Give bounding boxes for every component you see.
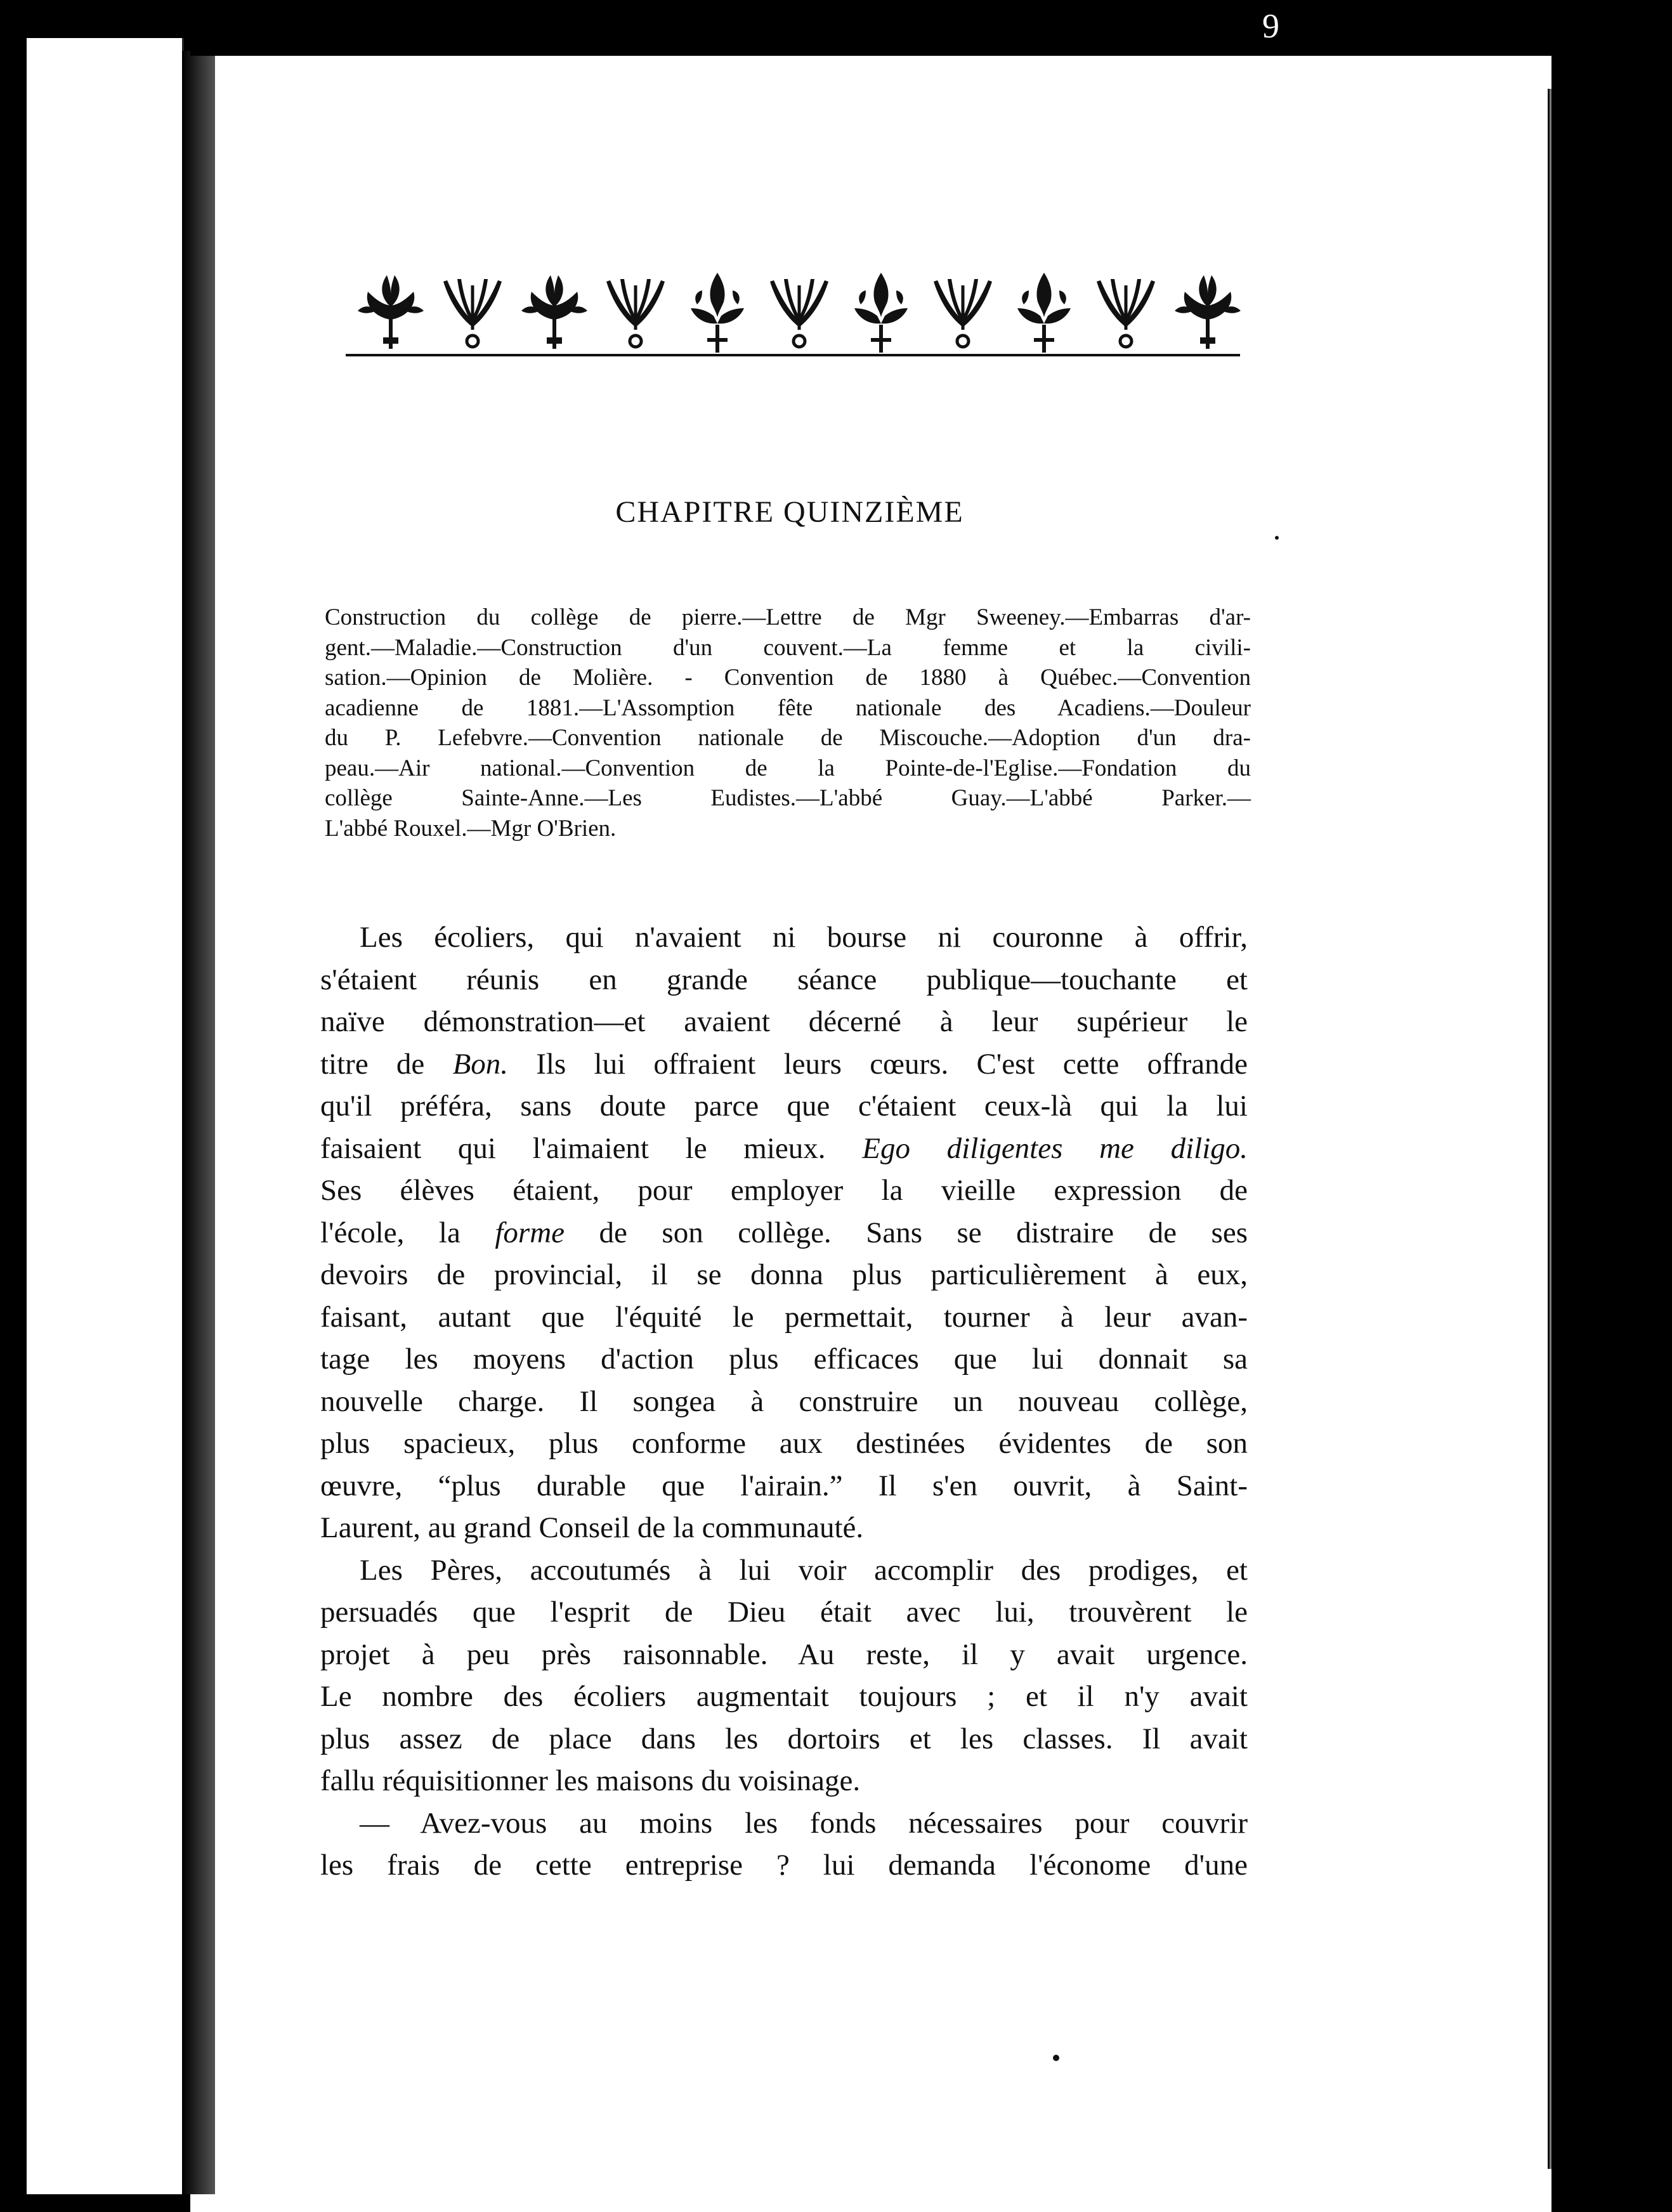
italic-quote: Ego diligentes me diligo. [862,1131,1248,1165]
italic-word: Bon. [452,1047,509,1081]
lily-ornament-icon [927,266,998,355]
book-gutter [182,51,215,2194]
summary-line: collège Sainte-Anne.—Les Eudistes.—L'abbé Guay.—L'abbé Parker.— [325,785,1251,811]
body-line: — Avez-vous au moins les fonds nécessaires pour couvrir [360,1806,1248,1840]
body-line: les frais de cette entreprise ? lui demanda l'économe d'une [320,1849,1248,1882]
body-line: fallu réquisitionner les maisons du voisinage. [320,1764,861,1797]
body-line [320,1043,1248,1086]
ink-speck [1053,2055,1059,2061]
body-line: qu'il préféra, sans doute parce que c'étaient ceux-là qui la lui [320,1090,1248,1122]
body-line: œuvre, “plus durable que l'airain.” Il s'en ouvrit, à Saint- [320,1469,1248,1502]
body-fragment: de son collège. Sans se distraire de ses [565,1216,1248,1249]
scan-top-edge [190,0,1672,56]
italic-word: forme [495,1216,565,1249]
ornament-rule [346,354,1240,356]
body-fragment: titre de [320,1047,453,1081]
ink-speck [1275,536,1279,540]
body-line: Laurent, au grand Conseil de la communauté. [320,1511,864,1544]
sheet-mark: 9 [1262,7,1279,45]
fleur-ornament-icon [682,266,753,355]
facing-page-edge [27,38,184,2194]
body-fragment: Ils lui offraient leurs cœurs. C'est cette offrande [508,1047,1248,1081]
body-line: devoirs de provincial, il se donna plus particulièrement à eux, [320,1258,1248,1291]
body-line: faisant, autant que l'équité le permettait, tourner à leur avan- [320,1300,1248,1334]
body-text [320,916,1248,1887]
summary-line: sation.—Opinion de Molière. - Convention de 1880 à Québec.—Convention [325,665,1251,691]
body-line: plus spacieux, plus conforme aux destinées évidentes de son [320,1427,1248,1460]
palmette-ornament-icon [519,266,590,355]
body-line: plus assez de place dans les dortoirs et les classes. Il avait [320,1722,1248,1755]
body-fragment: l'école, la [320,1216,495,1249]
summary-line: acadienne de 1881.—L'Assomption fête nationale des Acadiens.—Douleur [325,694,1251,721]
lily-ornament-icon [600,266,671,355]
chapter-summary [325,602,1251,843]
body-line [320,1212,1248,1254]
body-fragment: faisaient qui l'aimaient le mieux. [320,1131,863,1165]
body-line: projet à peu près raisonnable. Au reste, il y avait urgence. [320,1637,1248,1671]
chapter-title: CHAPITRE QUINZIÈME [615,495,964,529]
body-line [320,1128,1248,1170]
body-line: persuadés que l'esprit de Dieu était avec lui, trouvèrent le [320,1596,1248,1629]
summary-line: gent.—Maladie.—Construction d'un couvent.—La femme et la civili- [325,634,1251,661]
body-line: Les écoliers, qui n'avaient ni bourse ni couronne à offrir, [360,921,1248,954]
body-line: Ses élèves étaient, pour employer la vieille expression de [320,1174,1248,1207]
summary-line: Construction du collège de pierre.—Lettre de Mgr Sweeney.—Embarras d'ar- [325,604,1251,630]
body-line: naïve démonstration—et avaient décerné à leur supérieur le [320,1005,1248,1038]
scan-right-edge [1551,0,1672,2212]
summary-line: L'abbé Rouxel.—Mgr O'Brien. [325,815,617,842]
body-line: Les Pères, accoutumés à lui voir accomplir des prodiges, et [360,1553,1248,1587]
lily-ornament-icon [437,266,508,355]
palmette-ornament-icon [355,266,426,355]
ornament-band [355,260,1243,355]
fleur-ornament-icon [846,266,917,355]
summary-line: peau.—Air national.—Convention de la Pointe-de-l'Eglise.—Fondation du [325,755,1251,781]
summary-line: du P. Lefebvre.—Convention nationale de Miscouche.—Adoption d'un dra- [325,725,1251,751]
palmette-ornament-icon [1172,266,1243,355]
body-line: nouvelle charge. Il songea à construire un nouveau collège, [320,1384,1248,1418]
fleur-ornament-icon [1009,266,1080,355]
lily-ornament-icon [1090,266,1161,355]
lily-ornament-icon [764,266,835,355]
body-line: tage les moyens d'action plus efficaces que lui donnait sa [320,1343,1248,1376]
body-line: Le nombre des écoliers augmentait toujours ; et il n'y avait [320,1680,1248,1713]
body-line: s'étaient réunis en grande séance publique—touchante et [320,963,1248,996]
